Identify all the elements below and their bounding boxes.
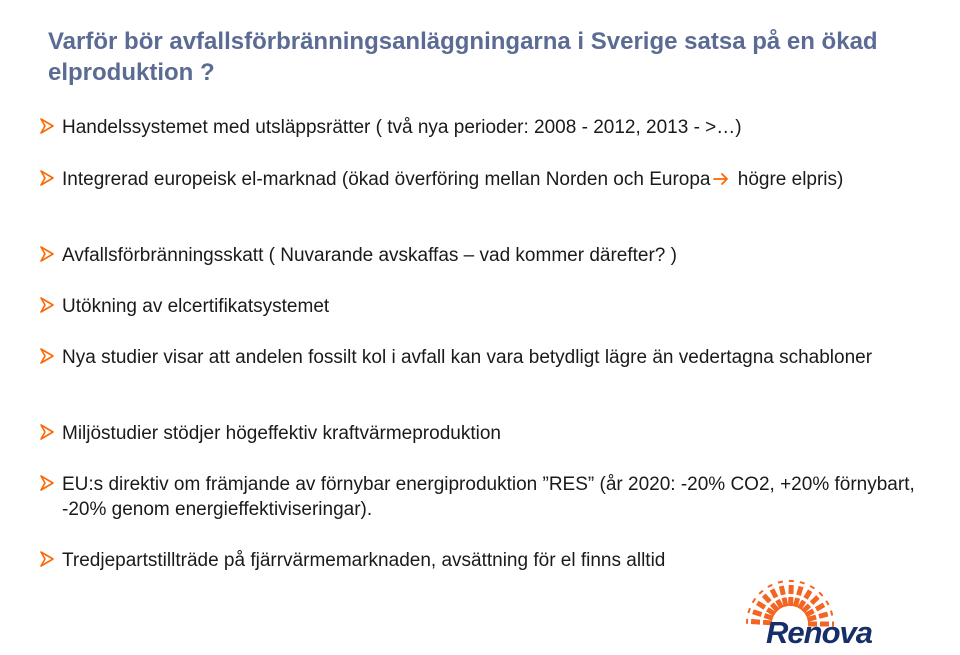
arrowhead-bullet-icon bbox=[38, 296, 56, 314]
logo-wordmark: Renova bbox=[766, 615, 872, 650]
bullet-text: EU:s direktiv om främjande av förnybar energiproduktion ”RES” (år 2020: -20% CO2, +20% förnybart, -20% genom energieffektiviseringar). bbox=[62, 474, 915, 520]
bullet-item bbox=[38, 243, 918, 268]
sun-ray bbox=[791, 580, 792, 606]
bullet-text-part: högre elpris) bbox=[732, 169, 844, 190]
bullet-item bbox=[38, 115, 918, 140]
bullet-item bbox=[38, 167, 918, 192]
arrowhead-bullet-icon bbox=[38, 245, 56, 263]
arrowhead-bullet-icon bbox=[38, 474, 56, 492]
bullet-text: Avfallsförbränningsskatt ( Nuvarande avskaffas – vad kommer därefter? ) bbox=[62, 245, 677, 266]
bullet-text: Nya studier visar att andelen fossilt kol i avfall kan vara betydligt lägre än vedertagna schabloner bbox=[62, 347, 873, 368]
slide-title: Varför bör avfallsförbränningsanläggningarna i Sverige satsa på en ökad elproduktion ? bbox=[48, 28, 878, 86]
bullet-item bbox=[38, 548, 918, 573]
bullet-item bbox=[38, 345, 918, 370]
bullet-text: Handelssystemet med utsläppsrätter ( två nya perioder: 2008 - 2012, 2013 - >…) bbox=[62, 117, 742, 138]
arrowhead-bullet-icon bbox=[38, 169, 56, 187]
bullet-item bbox=[38, 472, 918, 522]
bullet-text: Utökning av elcertifikatsystemet bbox=[62, 296, 330, 317]
bullet-item bbox=[38, 421, 918, 446]
arrowhead-bullet-icon bbox=[38, 550, 56, 568]
right-arrow-icon bbox=[712, 172, 730, 186]
bullet-text-part: Integrerad europeisk el-marknad (ökad överföring mellan Norden och Europa bbox=[62, 169, 711, 190]
arrowhead-bullet-icon bbox=[38, 347, 56, 365]
arrowhead-bullet-icon bbox=[38, 423, 56, 441]
bullet-text: Tredjepartstillträde på fjärrvärmemarknaden, avsättning för el finns alltid bbox=[62, 550, 666, 571]
arrowhead-bullet-icon bbox=[38, 117, 56, 135]
renova-logo bbox=[728, 572, 888, 654]
bullet-text: Miljöstudier stödjer högeffektiv kraftvärmeproduktion bbox=[62, 423, 501, 444]
bullet-item bbox=[38, 294, 918, 319]
bullet-text bbox=[62, 167, 843, 192]
